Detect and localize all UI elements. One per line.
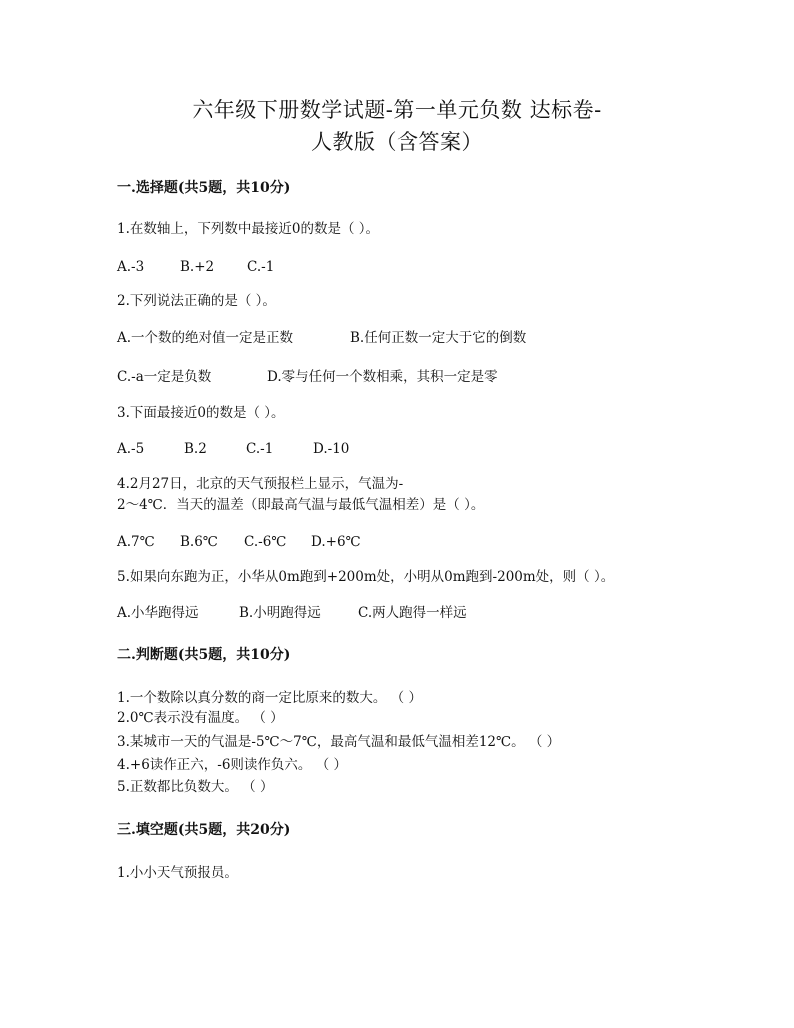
choice-q4-option-a: A.7℃ — [117, 534, 155, 550]
fill-q1-stem: 1.小小天气预报员。 — [117, 865, 238, 881]
choice-q4-option-c: C.-6℃ — [244, 534, 287, 550]
choice-q3-option-d: D.-10 — [313, 441, 350, 457]
choice-q2-options-row2 — [117, 367, 498, 387]
judge-q2: 2.0℃表示没有温度。 （ ） — [117, 710, 284, 726]
choice-q5-options — [117, 603, 467, 623]
choice-q4-stem-line1: 4.2月27日，北京的天气预报栏上显示，气温为- — [117, 476, 404, 492]
section-fill-heading: 三.填空题(共5题，共20分) — [117, 822, 291, 838]
choice-q2-option-c: C.-a一定是负数 — [117, 369, 212, 385]
choice-q3-option-c: C.-1 — [246, 441, 274, 457]
choice-q5-stem: 5.如果向东跑为正，小华从0m跑到+200m处，小明从0m跑到-200m处，则（ ）。 — [117, 569, 615, 585]
section-choice-heading: 一.选择题(共5题，共10分) — [117, 180, 291, 196]
choice-q3-option-b: B.2 — [184, 441, 207, 457]
judge-q3: 3.某城市一天的气温是-5℃～7℃，最高气温和最低气温相差12℃。 （ ） — [117, 734, 561, 750]
choice-q2-option-a: A.一个数的绝对值一定是正数 — [117, 330, 294, 346]
choice-q2-option-d: D.零与任何一个数相乘，其积一定是零 — [267, 369, 498, 385]
choice-q2-stem: 2.下列说法正确的是（ ）。 — [117, 293, 276, 309]
document-title-line1: 六年级下册数学试题-第一单元负数 达标卷- — [192, 98, 602, 122]
choice-q1-options — [117, 257, 274, 277]
choice-q4-stem-line2: 2～4℃．当天的温差（即最高气温与最低气温相差）是（ ）。 — [117, 497, 485, 513]
choice-q2-option-b: B.任何正数一定大于它的倒数 — [350, 330, 527, 346]
choice-q5-option-c: C.两人跑得一样远 — [358, 605, 467, 621]
choice-q4-options — [117, 532, 361, 552]
choice-q4-option-d: D.+6℃ — [311, 534, 361, 550]
choice-q3-stem: 3.下面最接近0的数是（ ）。 — [117, 405, 285, 421]
choice-q2-options-row1 — [117, 328, 526, 348]
choice-q1-option-a: A.-3 — [117, 259, 145, 275]
document-title-line2: 人教版（含答案） — [311, 130, 483, 154]
choice-q4-option-b: B.6℃ — [180, 534, 218, 550]
choice-q1-stem: 1.在数轴上，下列数中最接近0的数是（ ）。 — [117, 221, 380, 237]
section-judge-heading: 二.判断题(共5题，共10分) — [117, 647, 291, 663]
choice-q1-option-c: C.-1 — [247, 259, 275, 275]
judge-q4: 4.+6读作正六，-6则读作负六。 （ ） — [117, 757, 348, 773]
choice-q5-option-b: B.小明跑得远 — [239, 605, 321, 621]
judge-q1: 1.一个数除以真分数的商一定比原来的数大。 （ ） — [117, 690, 422, 706]
choice-q1-option-b: B.+2 — [180, 259, 215, 275]
choice-q5-option-a: A.小华跑得远 — [117, 605, 199, 621]
choice-q3-options — [117, 439, 349, 459]
judge-q5: 5.正数都比负数大。 （ ） — [117, 779, 274, 795]
choice-q3-option-a: A.-5 — [117, 441, 145, 457]
